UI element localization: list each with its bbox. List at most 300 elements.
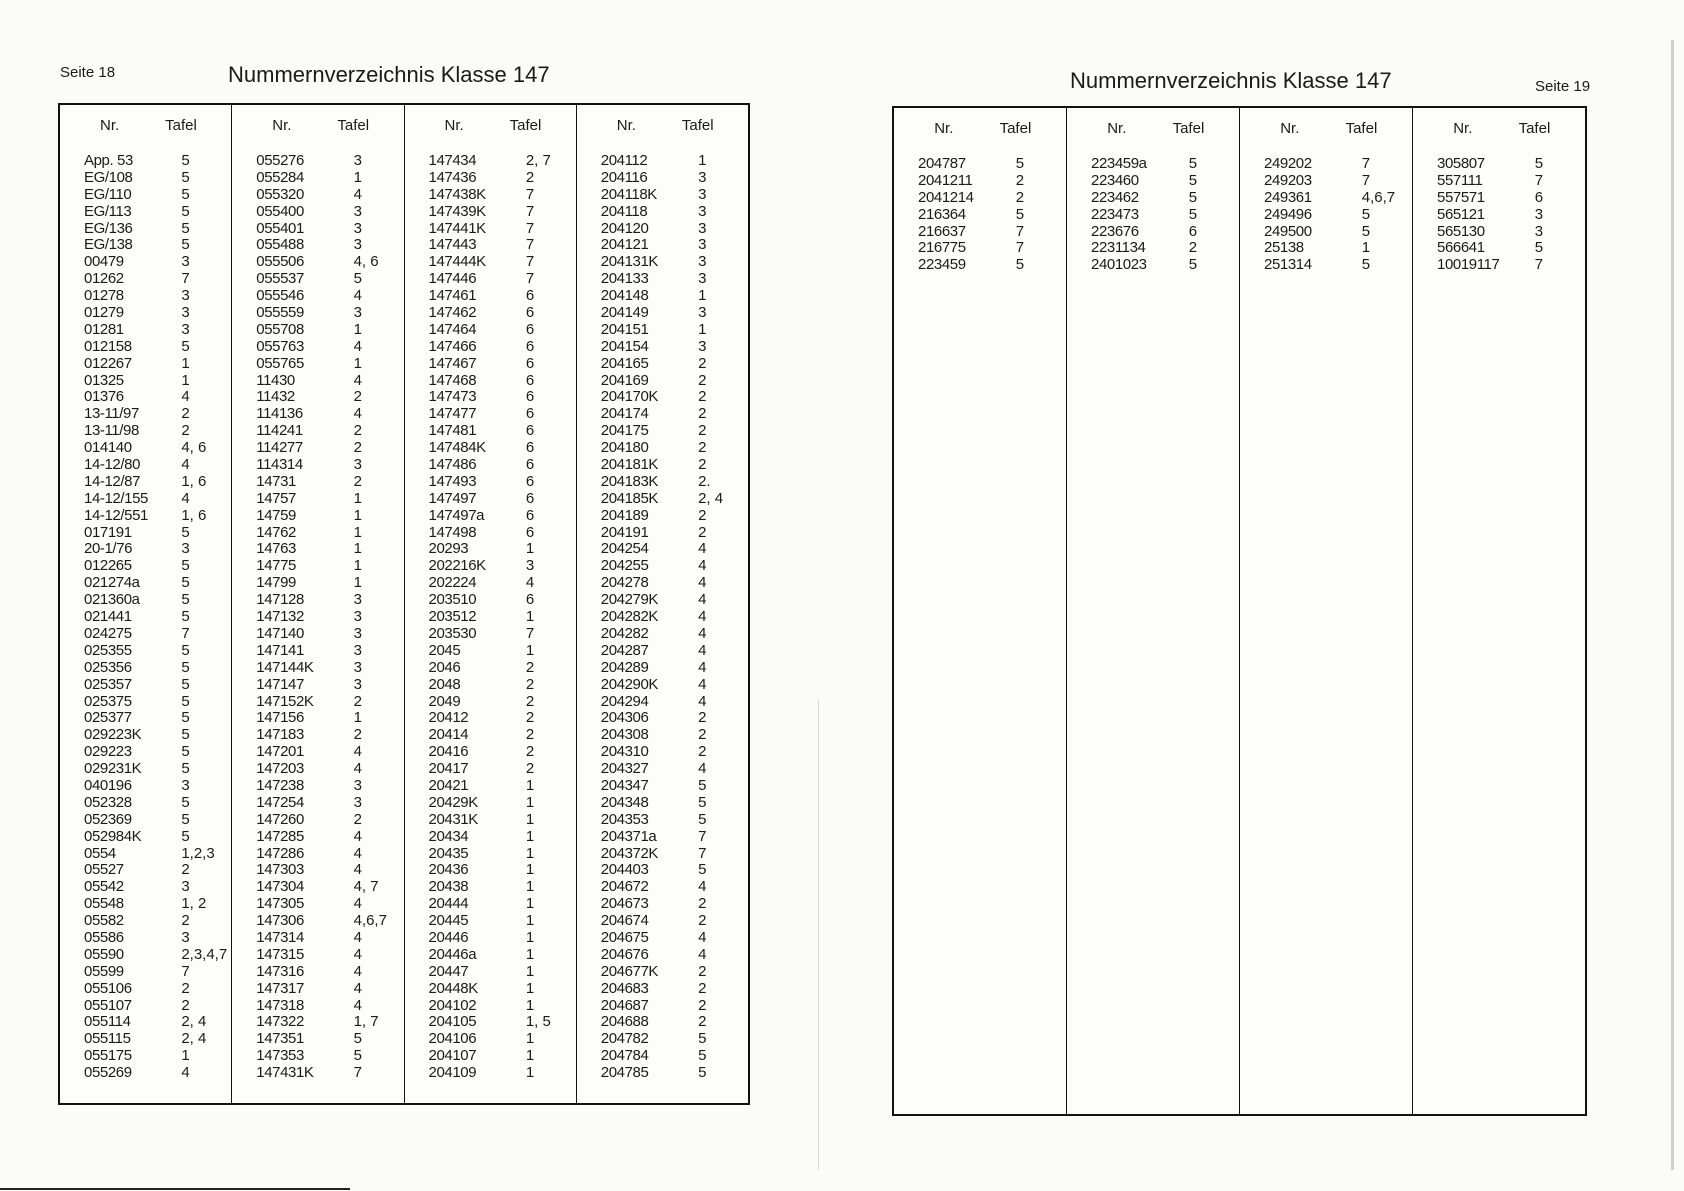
part-number: 204306 — [600, 709, 649, 727]
part-number: 204107 — [428, 1047, 477, 1065]
table-column — [1240, 108, 1413, 1114]
plate-number: 6 — [1534, 188, 1544, 206]
table-row — [60, 829, 231, 846]
part-number: 147477 — [428, 405, 477, 423]
part-number: 147315 — [256, 945, 304, 963]
plate-number: 7 — [525, 270, 535, 288]
part-number: 05548 — [84, 895, 124, 913]
part-number: 204170K — [600, 388, 659, 406]
plate-number: 4 — [353, 945, 362, 963]
table-row — [232, 609, 403, 626]
plate-number: 1 — [525, 979, 535, 997]
part-number: 147305 — [256, 895, 304, 913]
table-row — [232, 1031, 403, 1048]
table-row — [577, 846, 748, 863]
table-row — [405, 761, 576, 778]
plate-number: 4 — [698, 878, 707, 896]
column-header — [1240, 108, 1412, 150]
part-number: 20416 — [428, 743, 469, 761]
table-row — [894, 173, 1066, 190]
plate-number: 4 — [698, 928, 707, 946]
header-tafel: Tafel — [999, 120, 1032, 137]
table-row — [405, 474, 576, 491]
part-number: 00479 — [84, 253, 124, 271]
table-row — [232, 288, 403, 305]
column-header — [1413, 108, 1585, 150]
table-row — [232, 474, 403, 491]
part-number: 20417 — [428, 760, 469, 778]
table-row — [60, 271, 231, 288]
part-number: 204102 — [428, 996, 477, 1014]
part-number: 055488 — [256, 236, 304, 254]
table-row — [60, 727, 231, 744]
part-number: 204131K — [600, 253, 659, 271]
table-row — [405, 795, 576, 812]
part-number: 14-12/87 — [84, 472, 141, 490]
table-row — [60, 204, 231, 221]
part-number: 204120 — [600, 219, 649, 237]
left-page — [0, 0, 820, 1191]
table-row — [60, 406, 231, 423]
part-number: 055320 — [256, 185, 304, 203]
part-number: 147431K — [256, 1064, 314, 1082]
part-number: 20293 — [428, 540, 469, 558]
rows — [894, 150, 1066, 274]
table-row — [577, 829, 748, 846]
part-number: 147438K — [428, 185, 486, 203]
plate-number: 1, 7 — [353, 1013, 379, 1031]
part-number: 014140 — [84, 439, 132, 457]
part-number: 204688 — [600, 1013, 649, 1031]
table-row — [577, 947, 748, 964]
table-row — [577, 778, 748, 795]
table-row — [577, 727, 748, 744]
table-row — [894, 240, 1066, 257]
plate-number: 2 — [698, 962, 707, 980]
header-tafel: Tafel — [681, 117, 714, 134]
table-row — [1240, 156, 1412, 173]
part-number: 251314 — [1264, 256, 1312, 274]
table-row — [577, 795, 748, 812]
plate-number: 5 — [181, 692, 190, 710]
table-row — [405, 1065, 576, 1082]
part-number: 055107 — [84, 996, 132, 1014]
part-number: 203530 — [428, 624, 477, 642]
table-row — [405, 204, 576, 221]
table-row — [1067, 257, 1239, 274]
part-number: 052328 — [84, 793, 132, 811]
table-row — [60, 541, 231, 558]
plate-number: 4 — [353, 287, 362, 305]
table-row — [60, 221, 231, 238]
index-table — [58, 103, 750, 1105]
table-row — [577, 677, 748, 694]
plate-number: 5 — [181, 168, 190, 186]
part-number: 2041214 — [918, 188, 974, 206]
table-row — [405, 710, 576, 727]
plate-number: 2 — [698, 456, 707, 474]
part-number: 204287 — [600, 641, 649, 659]
table-row — [60, 643, 231, 660]
plate-number: 5 — [181, 810, 190, 828]
table-row — [60, 677, 231, 694]
table-row — [60, 389, 231, 406]
part-number: 13-11/97 — [84, 405, 139, 423]
plate-number: 6 — [525, 405, 535, 423]
table-row — [60, 153, 231, 170]
part-number: 147144K — [256, 658, 314, 676]
plate-number: 4 — [353, 827, 362, 845]
plate-number: 2 — [353, 422, 362, 440]
table-row — [405, 1048, 576, 1065]
table-row — [577, 389, 748, 406]
plate-number: 2 — [181, 422, 190, 440]
part-number: 012267 — [84, 354, 132, 372]
table-row — [60, 947, 231, 964]
plate-number: 2 — [698, 439, 707, 457]
table-row — [232, 558, 403, 575]
plate-number: 5 — [181, 523, 190, 541]
plate-number: 1 — [353, 354, 362, 372]
plate-number: 4 — [353, 337, 362, 355]
part-number: 204279K — [600, 591, 659, 609]
part-number: 204785 — [600, 1064, 649, 1082]
table-row — [232, 423, 403, 440]
part-number: 223462 — [1091, 188, 1139, 206]
part-number: 05586 — [84, 928, 124, 946]
fold-line — [818, 700, 819, 1170]
table-row — [577, 288, 748, 305]
table-row — [232, 406, 403, 423]
part-number: 147462 — [428, 304, 477, 322]
plate-number: 1 — [353, 557, 362, 575]
table-row — [405, 508, 576, 525]
part-number: 204673 — [600, 895, 649, 913]
table-row — [405, 457, 576, 474]
part-number: 055506 — [256, 253, 304, 271]
plate-number: 5 — [353, 1047, 362, 1065]
table-row — [60, 609, 231, 626]
plate-number: 5 — [353, 270, 362, 288]
part-number: 565121 — [1437, 205, 1485, 223]
part-number: 204353 — [600, 810, 649, 828]
plate-number: 2 — [181, 979, 190, 997]
part-number: 14-12/551 — [84, 506, 148, 524]
table-row — [232, 457, 403, 474]
part-number: 204672 — [600, 878, 649, 896]
table-row — [60, 778, 231, 795]
part-number: 223459a — [1091, 155, 1147, 172]
plate-number: 2 — [698, 709, 707, 727]
plate-number: 4 — [181, 456, 190, 474]
table-row — [232, 744, 403, 761]
table-row — [60, 879, 231, 896]
table-row — [232, 964, 403, 981]
part-number: 20429K — [428, 793, 478, 811]
plate-number: 7 — [181, 270, 190, 288]
plate-number: 1 — [353, 320, 362, 338]
plate-number: 1 — [525, 540, 535, 558]
table-row — [60, 457, 231, 474]
table-row — [60, 187, 231, 204]
table-row — [60, 592, 231, 609]
plate-number: 2 — [698, 912, 707, 930]
table-row — [577, 525, 748, 542]
plate-number: 5 — [181, 591, 190, 609]
table-column — [405, 105, 577, 1103]
plate-number: 1 — [525, 793, 535, 811]
part-number: 012158 — [84, 337, 132, 355]
plate-number: 1 — [525, 844, 535, 862]
page-title: Nummernverzeichnis Klasse 147 — [228, 62, 550, 87]
table-row — [232, 896, 403, 913]
table-row — [1240, 173, 1412, 190]
plate-number: 7 — [1015, 239, 1025, 257]
plate-number: 4 — [698, 624, 707, 642]
plate-number: 5 — [1361, 256, 1371, 274]
table-row — [60, 373, 231, 390]
plate-number: 1,2,3 — [181, 844, 215, 862]
part-number: 114277 — [256, 439, 303, 457]
table-row — [232, 643, 403, 660]
plate-number: 2 — [698, 1013, 707, 1031]
part-number: 147254 — [256, 793, 304, 811]
part-number: 557571 — [1437, 188, 1485, 206]
part-number: 204348 — [600, 793, 649, 811]
table-row — [60, 1031, 231, 1048]
plate-number: 5 — [1188, 205, 1198, 223]
plate-number: 1 — [525, 827, 535, 845]
plate-number: 2 — [525, 658, 535, 676]
plate-number: 5 — [698, 1047, 707, 1065]
plate-number: 3 — [181, 287, 190, 305]
table-row — [577, 913, 748, 930]
plate-number: 3 — [353, 658, 362, 676]
plate-number: 2 — [181, 996, 190, 1014]
table-row — [894, 257, 1066, 274]
part-number: 055763 — [256, 337, 304, 355]
plate-number: 4 — [698, 574, 707, 592]
plate-number: 3 — [1534, 205, 1544, 223]
table-row — [232, 795, 403, 812]
table-row — [577, 1031, 748, 1048]
table-row — [1067, 173, 1239, 190]
part-number: 029223 — [84, 743, 132, 761]
table-row — [577, 457, 748, 474]
plate-number: 4 — [698, 658, 707, 676]
plate-number: 5 — [1188, 188, 1198, 206]
header-nr: Nr. — [934, 120, 954, 137]
part-number: 052369 — [84, 810, 132, 828]
table-row — [577, 305, 748, 322]
part-number: EG/138 — [84, 236, 133, 254]
part-number: 147132 — [256, 608, 304, 626]
part-number: 204282K — [600, 608, 659, 626]
plate-number: 3 — [181, 540, 190, 558]
part-number: 204133 — [600, 270, 649, 288]
part-number: EG/113 — [84, 202, 132, 220]
plate-number: 3 — [698, 236, 707, 254]
plate-number: 7 — [181, 962, 190, 980]
plate-number: 2,3,4,7 — [181, 945, 228, 963]
table-row — [577, 862, 748, 879]
part-number: 223473 — [1091, 205, 1139, 223]
plate-number: 4 — [698, 557, 707, 575]
table-row — [60, 558, 231, 575]
part-number: 204175 — [600, 422, 649, 440]
part-number: 20448K — [428, 979, 478, 997]
table-row — [577, 271, 748, 288]
table-row — [577, 761, 748, 778]
table-row — [577, 440, 748, 457]
plate-number: 5 — [181, 574, 190, 592]
part-number: 20436 — [428, 861, 469, 879]
table-row — [405, 423, 576, 440]
part-number: 147461 — [428, 287, 477, 305]
part-number: 566641 — [1437, 239, 1485, 257]
table-row — [232, 575, 403, 592]
part-number: 204151 — [600, 320, 649, 338]
part-number: 055175 — [84, 1047, 132, 1065]
part-number: 20435 — [428, 844, 469, 862]
plate-number: 5 — [698, 861, 707, 879]
table-row — [577, 541, 748, 558]
table-row — [60, 525, 231, 542]
plate-number: 5 — [1534, 239, 1544, 257]
part-number: 147141 — [256, 641, 304, 659]
table-row — [405, 778, 576, 795]
plate-number: 2 — [353, 388, 362, 406]
table-row — [232, 1048, 403, 1065]
table-row — [405, 930, 576, 947]
table-row — [232, 322, 403, 339]
plate-number: 2 — [525, 692, 535, 710]
part-number: 021274a — [84, 574, 140, 592]
rows — [60, 147, 231, 1082]
plate-number: 7 — [1361, 155, 1371, 172]
part-number: 017191 — [84, 523, 132, 541]
table-row — [60, 913, 231, 930]
header-nr: Nr. — [1453, 120, 1473, 137]
table-column — [60, 105, 232, 1103]
table-row — [1067, 156, 1239, 173]
plate-number: 3 — [353, 236, 362, 254]
part-number: 055284 — [256, 168, 304, 186]
plate-number: 1 — [525, 1064, 535, 1082]
part-number: 20444 — [428, 895, 469, 913]
table-row — [894, 190, 1066, 207]
plate-number: 7 — [525, 624, 535, 642]
header-tafel: Tafel — [1345, 120, 1378, 137]
plate-number: 4 — [353, 371, 362, 389]
plate-number: 5 — [181, 557, 190, 575]
part-number: 2049 — [428, 692, 461, 710]
plate-number: 2 — [698, 506, 707, 524]
part-number: 20434 — [428, 827, 469, 845]
header-nr: Nr. — [272, 117, 292, 134]
part-number: 147238 — [256, 776, 304, 794]
plate-number: 5 — [181, 152, 190, 169]
table-row — [405, 575, 576, 592]
part-number: 204674 — [600, 912, 649, 930]
table-row — [232, 187, 403, 204]
part-number: 216637 — [918, 222, 966, 240]
plate-number: 7 — [1534, 171, 1544, 189]
part-number: 05590 — [84, 945, 124, 963]
plate-number: 5 — [181, 219, 190, 237]
plate-number: 6 — [525, 523, 535, 541]
part-number: 147314 — [256, 928, 304, 946]
plate-number: 7 — [1361, 171, 1371, 189]
part-number: 204282 — [600, 624, 649, 642]
table-row — [60, 862, 231, 879]
part-number: 147439K — [428, 202, 486, 220]
table-row — [577, 170, 748, 187]
table-row — [577, 406, 748, 423]
part-number: 204310 — [600, 743, 649, 761]
part-number: 305807 — [1437, 155, 1485, 172]
table-row — [232, 1014, 403, 1031]
plate-number: 6 — [525, 506, 535, 524]
part-number: 147443 — [428, 236, 477, 254]
table-row — [405, 947, 576, 964]
part-number: EG/110 — [84, 185, 132, 203]
table-row — [405, 694, 576, 711]
part-number: 20447 — [428, 962, 469, 980]
rows — [1240, 150, 1412, 274]
plate-number: 4,6,7 — [353, 912, 387, 930]
plate-number: 5 — [181, 709, 190, 727]
table-row — [232, 761, 403, 778]
table-row — [1413, 207, 1585, 224]
table-row — [577, 744, 748, 761]
plate-number: 2 — [353, 810, 362, 828]
part-number: 204782 — [600, 1030, 649, 1048]
part-number: 204278 — [600, 574, 649, 592]
plate-number: 3 — [181, 253, 190, 271]
plate-number: 4, 6 — [353, 253, 379, 271]
plate-number: 3 — [353, 793, 362, 811]
plate-number: 2 — [698, 523, 707, 541]
plate-number: 6 — [525, 456, 535, 474]
plate-number: 5 — [181, 658, 190, 676]
plate-number: 4 — [353, 979, 362, 997]
plate-number: 7 — [353, 1064, 362, 1082]
table-row — [232, 389, 403, 406]
plate-number: 1 — [353, 523, 362, 541]
part-number: 204327 — [600, 760, 649, 778]
scan-edge — [1671, 40, 1674, 1170]
part-number: 2045 — [428, 641, 461, 659]
part-number: 147260 — [256, 810, 304, 828]
plate-number: 5 — [181, 337, 190, 355]
part-number: 114241 — [256, 422, 303, 440]
table-row — [232, 846, 403, 863]
part-number: 223460 — [1091, 171, 1139, 189]
part-number: 147466 — [428, 337, 477, 355]
table-row — [60, 896, 231, 913]
table-row — [577, 592, 748, 609]
table-row — [577, 204, 748, 221]
table-row — [405, 406, 576, 423]
plate-number: 3 — [353, 456, 362, 474]
table-row — [405, 964, 576, 981]
part-number: 204185K — [600, 489, 659, 507]
table-row — [232, 913, 403, 930]
part-number: 147464 — [428, 320, 477, 338]
column-header — [405, 105, 576, 147]
part-number: 029223K — [84, 726, 142, 744]
